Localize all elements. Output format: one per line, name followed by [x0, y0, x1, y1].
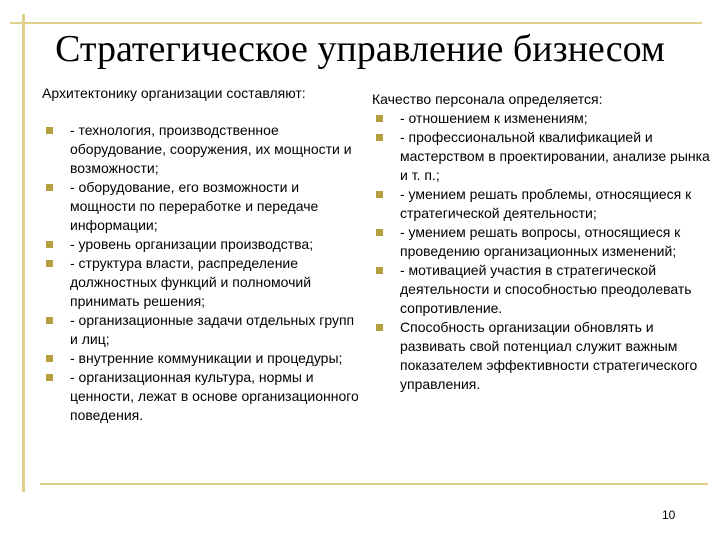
list-item: - структура власти, распределение должностных функций и полномочий принимать решения; — [42, 254, 360, 311]
square-bullet-icon — [376, 134, 383, 141]
left-rule — [22, 14, 25, 492]
square-bullet-icon — [376, 267, 383, 274]
list-item: Способность организации обновлять и развивать свой потенциал служит важным показателем эффективности стратегического управления. — [372, 318, 710, 394]
list-item: - мотивацией участия в стратегической деятельности и способностью преодолевать сопротивление. — [372, 261, 710, 318]
square-bullet-icon — [46, 260, 53, 267]
right-intro: Качество персонала определяется: — [372, 91, 603, 107]
left-column — [42, 84, 360, 425]
square-bullet-icon — [376, 115, 383, 122]
square-bullet-icon — [46, 127, 53, 134]
square-bullet-icon — [46, 374, 53, 381]
slide-title: Стратегическое управление бизнесом — [55, 28, 665, 70]
bottom-rule — [40, 483, 708, 485]
page-number: 10 — [662, 508, 676, 522]
square-bullet-icon — [376, 324, 383, 331]
square-bullet-icon — [46, 355, 53, 362]
list-item: - внутренние коммуникации и процедуры; — [42, 349, 360, 368]
right-list — [372, 109, 710, 394]
square-bullet-icon — [46, 184, 53, 191]
list-item: - технология, производственное оборудование, сооружения, их мощности и возможности; — [42, 121, 360, 178]
list-item: - отношением к изменениям; — [372, 109, 710, 128]
square-bullet-icon — [46, 317, 53, 324]
square-bullet-icon — [376, 191, 383, 198]
square-bullet-icon — [46, 241, 53, 248]
list-item: - уровень организации производства; — [42, 235, 360, 254]
list-item: - оборудование, его возможности и мощности по переработке и передаче информации; — [42, 178, 360, 235]
list-item: - умением решать вопросы, относящиеся к проведению организационных изменений; — [372, 223, 710, 261]
left-intro: Архитектонику организации составляют: — [42, 85, 306, 101]
right-column — [372, 90, 710, 394]
list-item: - умением решать проблемы, относящиеся к стратегической деятельности; — [372, 185, 710, 223]
square-bullet-icon — [376, 229, 383, 236]
left-list — [42, 121, 360, 425]
list-item: - организационные задачи отдельных групп и лиц; — [42, 311, 360, 349]
list-item: - организационная культура, нормы и ценности, лежат в основе организационного поведения. — [42, 368, 360, 425]
list-item: - профессиональной квалификацией и мастерством в проектировании, анализе рынка и т. п.; — [372, 128, 710, 185]
top-rule — [10, 22, 702, 24]
